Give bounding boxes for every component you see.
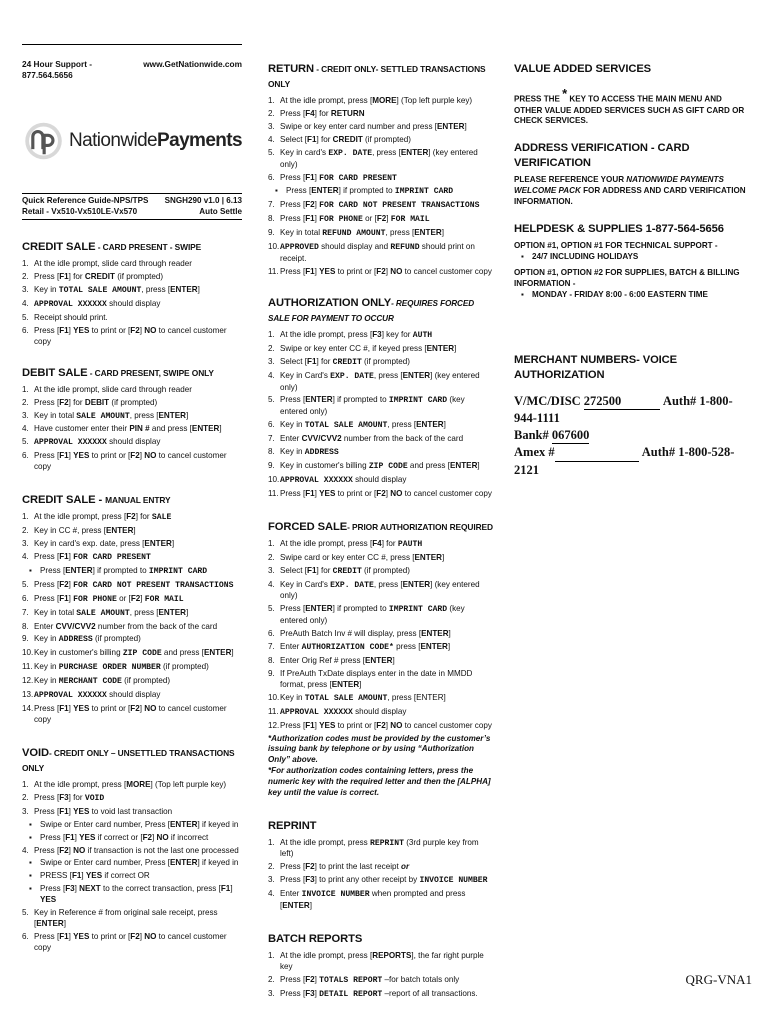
void-heading: VOID- CREDIT ONLY – UNSETTLED TRANSACTIONS ONLY [22,746,235,773]
list-item: 2. Press [F3] for VOID [22,792,105,803]
helpdesk-hours-2: ▪ MONDAY - FRIDAY 8:00 - 6:00 EASTERN TIME [514,290,746,301]
left-column [22,58,242,956]
value-added-section [514,62,746,127]
list-item: 4. Press [F1] FOR CARD PRESENT [22,551,151,562]
list-item: 8. Press [F1] FOR PHONE or [F2] FOR MAIL [268,214,430,225]
list-item: 2. Key in CC #, press [ENTER] [22,525,136,535]
bank-number: 067600 [552,427,590,445]
auth-only-heading: AUTHORIZATION ONLY- REQUIRES FORCED SALE FOR PAYMENT TO OCCUR [268,296,475,323]
auth-phone-1: Auth# 1-800-944-1111 [514,393,733,426]
list-item: 2. Press [F2] for DEBIT (if prompted) [22,397,158,407]
forced-sale-steps [268,539,493,732]
list-item: 4. Key in Card's EXP. DATE, press [ENTER] (key entered only) [268,370,480,392]
list-item: 3. Swipe or key enter card number and press [ENTER] [268,121,467,131]
list-item: 1. At the idle prompt, press [REPORTS], the far right purple key [268,950,484,971]
return-steps [268,96,493,278]
auth-phone-3: Auth# 1-800-528-2121 [514,445,735,477]
list-item: 3. Select [F1] for CREDIT (if prompted) [268,565,410,576]
list-item: 5. Key in card's EXP. DATE, press [ENTER] (key entered only) [268,147,478,169]
list-item: 3. Key in card's exp. date, press [ENTER] [22,538,175,548]
document-code: QRG-VNA1 [685,972,752,987]
helpdesk-section [514,222,746,301]
list-item: 1. At the idle prompt, press [F2] for SALE [22,512,172,522]
auth-only-section [268,296,493,500]
credit-sale-heading: CREDIT SALE - CARD PRESENT - SWIPE [22,241,202,254]
reprint-heading: REPRINT [268,819,317,832]
list-item: 1. At the idle prompt, slide card through reader [22,384,192,394]
list-item: 11. Press [F1] YES to print or [F2] NO to cancel customer copy [268,488,492,498]
list-item: 4. APPROVAL XXXXXX should display [22,299,161,310]
guide-info [22,193,242,220]
list-item: 10. APPROVED should display and REFUND should print on receipt. [268,242,475,264]
list-item: 1. At the idle prompt, press REPRINT (3rd purple key from left) [268,837,479,859]
list-item: 4. Have customer enter their PIN # and press [ENTER] [22,424,222,434]
list-item: 2. Press [F2] to print the last receipt or [268,862,410,872]
forced-sale-heading: FORCED SALE- PRIOR AUTHORIZATION REQUIRED [268,520,493,533]
list-item: 5. APPROVAL XXXXXX should display [22,437,161,448]
credit-manual-heading: CREDIT SALE - MANUAL ENTRY [22,494,171,506]
list-item: 3. Key in TOTAL SALE AMOUNT, press [ENTER] [22,285,200,296]
guide-title: Quick Reference Guide-NPS/TPS [22,196,149,206]
amex-number [555,444,639,462]
nationwide-logo [24,107,242,175]
list-item: 6. Press [F1] YES to print or [F2] NO to cancel customer copy [22,325,227,346]
list-item: 3. Press [F1] YES to void last transaction [22,806,173,816]
batch-reports-heading: BATCH REPORTS [268,932,363,945]
merchant-row-1: V/MC/DISC 272500 Auth# 1-800-944-1111 [514,393,733,426]
guide-settle: Auto Settle [199,206,242,216]
value-added-heading: VALUE ADDED SERVICES [514,63,652,75]
helpdesk-heading: HELPDESK & SUPPLIES 1-877-564-5656 [514,222,724,235]
list-item: ▪ PRESS [F1] YES if correct OR [22,871,242,882]
forced-note-2: *For authorization codes containing letters, press the numeric key with the required letter and then the [ALPHA] key until the value is correct. [268,766,491,797]
avs-heading: ADDRESS VERIFICATION - CARD VERIFICATION [514,142,690,170]
logo-word-1: Nationwide [69,130,158,152]
batch-reports-section [268,932,493,1001]
debit-sale-heading: DEBIT SALE - CARD PRESENT, SWIPE ONLY [22,366,214,379]
list-item: 13. APPROVAL XXXXXX should display [22,690,161,701]
list-item: 5. Receipt should print. [22,313,108,322]
helpdesk-option-1: OPTION #1, OPTION #1 FOR TECHNICAL SUPPORT - [514,240,718,250]
helpdesk-option-2: OPTION #1, OPTION #2 FOR SUPPLIES, BATCH & BILLING INFORMATION - [514,268,740,289]
list-item: ▪ Press [F1] YES if correct or [F2] NO if incorrect [22,833,242,844]
list-item: 2. Press [F4] for RETURN [268,108,365,118]
list-item: 9. Key in ADDRESS (if prompted) [22,634,141,645]
right-column [514,62,746,478]
list-item: 3. Key in total SALE AMOUNT, press [ENTER] [22,410,189,421]
list-item: 8. Enter Orig Ref # press [ENTER] [268,656,395,665]
list-item: 5. Press [ENTER] if prompted to IMPRINT CARD (key entered only) [268,604,465,626]
list-item: 9. Key in customer's billing ZIP CODE and press [ENTER] [268,461,480,472]
batch-reports-steps [268,951,493,1001]
list-item: 12. Press [F1] YES to print or [F2] NO to cancel customer copy [268,720,492,730]
list-item: 11. Key in PURCHASE ORDER NUMBER (if prompted) [22,662,209,673]
forced-note-1: *Authorization codes must be provided by the customer’s issuing bank by telephone or by using “Authorization Only” above. [268,733,491,765]
list-item: 9. If PreAuth TxDate displays enter in the date in MMDD format, press [ENTER] [268,668,473,689]
reprint-steps [268,838,493,912]
void-steps [22,780,242,954]
list-item: 6. Press [F1] YES to print or [F2] NO to cancel customer copy [22,451,227,472]
list-item: 1. At the idle prompt, press [F4] for PAUTH [268,538,423,549]
debit-sale-steps [22,385,242,473]
merchant-id-1: 272500 [584,393,660,411]
return-heading: RETURN - CREDIT ONLY- SETTLED TRANSACTIONS ONLY [268,63,486,89]
list-item: 5. Press [ENTER] if prompted to IMPRINT CARD (key entered only) [268,395,465,417]
list-item: 11. Press [F1] YES to print or [F2] NO to cancel customer copy [268,267,492,276]
list-item: 6. PreAuth Batch Inv # will display, press [ENTER] [268,629,451,639]
merchant-row-3: Amex # Auth# 1-800-528-2121 [514,445,735,477]
list-item: 5. Key in Reference # from original sale receipt, press [ENTER] [22,908,218,928]
credit-manual-section [22,493,242,726]
star-key-icon: * [562,86,568,101]
list-item: 1. At the idle prompt, press [F3] key for AUTH [268,329,433,340]
avs-text: PLEASE REFERENCE YOUR NATIONWIDE PAYMENTS WELCOME PACK FOR ADDRESS AND CARD VERIFICATION INFORMATION. [514,175,746,206]
list-item: 2. Swipe card or key enter CC #, press [ENTER] [268,552,445,562]
list-item: 2. Press [F1] for CREDIT (if prompted) [22,272,164,282]
merchant-numbers-heading: MERCHANT NUMBERS- VOICE AUTHORIZATION [514,353,678,381]
list-item: 1. At the idle prompt, press [MORE] (Top left purple key) [22,779,227,789]
list-item: 3. Press [F3] to print any other receipt by INVOICE NUMBER [268,875,488,886]
list-item: 10. Key in customer's billing ZIP CODE and press [ENTER] [22,648,234,659]
helpdesk-hours-1: ▪ 24/7 INCLUDING HOLIDAYS [514,252,746,263]
list-item: 6. Press [F1] FOR PHONE or [F2] FOR MAIL [22,593,184,604]
list-item: 10. APPROVAL XXXXXX should display [268,474,407,485]
void-section [22,746,242,954]
merchant-row-2: Bank# 067600 [514,427,746,445]
support-phone: 24 Hour Support - 877.564.5656 [22,59,93,81]
list-item: 3. Select [F1] for CREDIT (if prompted) [268,356,410,367]
list-item: 2. Press [F2] TOTALS REPORT –for batch totals only [268,974,460,985]
merchant-numbers-section [514,353,746,479]
list-item: 7. Key in total SALE AMOUNT, press [ENTER] [22,607,189,618]
guide-models: Retail - Vx510-Vx510LE-Vx570 [22,206,138,216]
list-item: 14. Press [F1] YES to print or [F2] NO to cancel customer copy [22,704,227,724]
return-section [268,62,493,278]
np-logo-icon [24,110,63,172]
middle-column [268,62,493,1003]
auth-only-steps [268,330,493,500]
list-item: 8. Enter CVV/CVV2 number from the back of the card [22,621,218,631]
list-item: 6. Key in TOTAL SALE AMOUNT, press [ENTER] [268,420,446,431]
list-item: ▪ Press [ENTER] if prompted to IMPRINT CARD [268,186,493,198]
list-item: 6. Press [F1] FOR CARD PRESENT [268,172,397,183]
list-item: 6. Press [F1] YES to print or [F2] NO to cancel customer copy [22,931,227,952]
logo-wordmark [69,128,242,153]
guide-version: SNGH290 v1.0 | 6.13 [164,196,242,206]
credit-manual-steps [22,512,242,726]
forced-sale-section [268,520,493,799]
list-item: 10. Key in TOTAL SALE AMOUNT, press [ENTER] [268,692,446,703]
list-item: 11. APPROVAL XXXXXX should display [268,706,407,717]
credit-sale-section [22,240,242,347]
debit-sale-section [22,366,242,473]
list-item: 4. Key in Card's EXP. DATE, press [ENTER] (key entered only) [268,579,480,601]
list-item: ▪ Press [ENTER] if prompted to IMPRINT CARD [22,566,242,578]
list-item: ▪ Swipe or Enter card number, Press [ENTER] if keyed in [22,820,242,831]
list-item: 2. Swipe or key enter CC #, if keyed press [ENTER] [268,343,457,353]
list-item: 4. Enter INVOICE NUMBER when prompted and press [ENTER] [268,889,466,911]
reprint-section [268,819,493,912]
credit-sale-steps [22,259,242,347]
logo-word-2: Payments [157,130,242,152]
value-added-text: PRESS THE * KEY TO ACCESS THE MAIN MENU AND OTHER VALUE ADDED SERVICES SUCH AS GIFT CARD OR CHECK SERVICES. [514,86,745,126]
list-item: 9. Key in total REFUND AMOUNT, press [ENTER] [268,228,444,239]
list-item: 5. Press [F2] FOR CARD NOT PRESENT TRANSACTIONS [22,579,234,590]
list-item: 12. Key in MERCHANT CODE (if prompted) [22,676,171,687]
list-item: 4. Press [F2] NO if transaction is not the last one processed [22,845,239,855]
list-item: ▪ Swipe or Enter card number, Press [ENTER] if keyed in [22,858,242,869]
list-item: 1. At the idle prompt, slide card through reader [22,259,192,269]
list-item: 7. Enter AUTHORIZATION CODE* press [ENTER] [268,642,451,653]
list-item: 3. Press [F3] DETAIL REPORT –report of all transactions. [268,988,478,999]
list-item: 7. Enter CVV/CVV2 number from the back of the card [268,434,464,444]
list-item: ▪ Press [F3] NEXT to the correct transaction, press [F1] YES [22,884,242,906]
list-item: 1. At the idle prompt, press [MORE] (Top left purple key) [268,96,473,105]
website: www.GetNationwide.com [143,59,242,69]
list-item: 7. Press [F2] FOR CARD NOT PRESENT TRANSACTIONS [268,200,480,211]
avs-section [514,141,746,208]
list-item: 8. Key in ADDRESS [268,447,339,458]
support-line [22,44,242,81]
list-item: 4. Select [F1] for CREDIT (if prompted) [268,134,411,144]
